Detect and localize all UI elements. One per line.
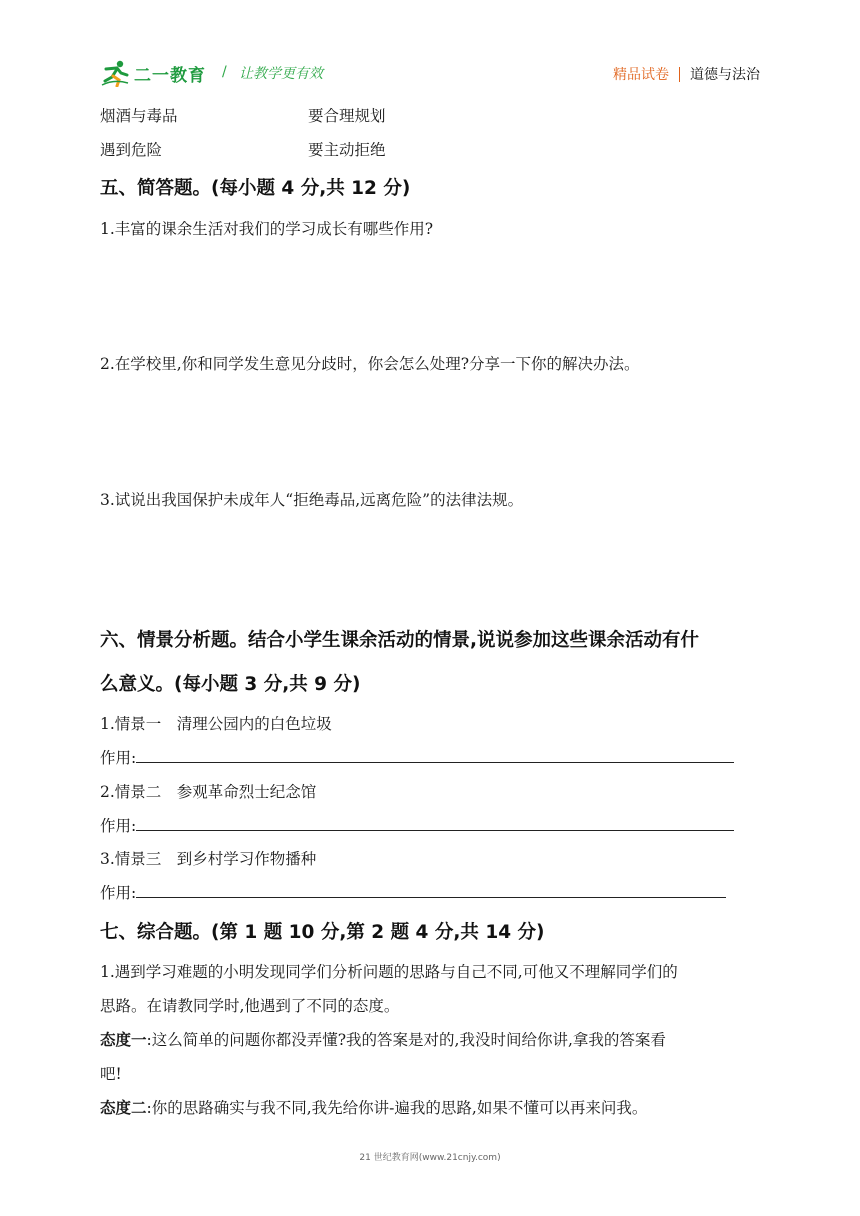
tag-category: 精品试卷 bbox=[613, 67, 669, 83]
scene2-label: 2.情景二 参观革命烈士纪念馆 bbox=[100, 783, 317, 801]
scene3-answer-line[interactable] bbox=[136, 883, 726, 898]
section7-q1-line2: 思路。在请教同学时,他遇到了不同的态度。 bbox=[100, 997, 400, 1015]
attitude2-text: :你的思路确实与我不同,我先给你讲-遍我的思路,如果不懂可以再来问我。 bbox=[146, 1099, 648, 1117]
section5-q2: 2.在学校里,你和同学发生意见分歧时，你会怎么处理?分享一下你的解决办法。 bbox=[100, 355, 640, 373]
match-right-2: 要主动拒绝 bbox=[308, 141, 386, 159]
runner-logo-icon bbox=[100, 59, 130, 87]
section7-q1-line1: 1.遇到学习难题的小明发现同学们分析问题的思路与自己不同,可他又不理解同学们的 bbox=[100, 963, 678, 981]
attitude2-label: 态度二 bbox=[100, 1099, 147, 1117]
section5-q1: 1.丰富的课余生活对我们的学习成长有哪些作用? bbox=[100, 220, 434, 238]
section6-title-line2: 么意义。(每小题 3 分,共 9 分) bbox=[100, 674, 361, 695]
logo bbox=[100, 58, 206, 88]
match-left-2: 遇到危险 bbox=[100, 141, 163, 159]
logo-text: 二一教育 bbox=[134, 65, 206, 86]
scene2-answer-line[interactable] bbox=[136, 816, 734, 831]
attitude1-line2: 吧! bbox=[100, 1065, 122, 1083]
scene3-answer bbox=[100, 882, 726, 904]
section5-title: 五、简答题。(每小题 4 分,共 12 分) bbox=[100, 178, 411, 199]
scene3-label: 3.情景三 到乡村学习作物播种 bbox=[100, 850, 317, 868]
scene2-answer bbox=[100, 815, 734, 837]
scene3-answer-label: 作用: bbox=[100, 884, 137, 902]
attitude1-text: :这么简单的问题你都没弄懂?我的答案是对的,我没时间给你讲,拿我的答案看 bbox=[146, 1031, 666, 1049]
section6-title-line1: 六、情景分析题。结合小学生课余活动的情景,说说参加这些课余活动有什 bbox=[100, 630, 700, 651]
section7-title: 七、综合题。(第 1 题 10 分,第 2 题 4 分,共 14 分) bbox=[100, 922, 545, 943]
slogan: 让教学更有效 bbox=[239, 66, 323, 82]
attitude1-label: 态度一 bbox=[100, 1031, 147, 1049]
scene1-answer-label: 作用: bbox=[100, 749, 137, 767]
tag-divider bbox=[679, 67, 680, 82]
scene1-answer-line[interactable] bbox=[136, 748, 734, 763]
scene1-answer bbox=[100, 747, 734, 769]
attitude2-line1 bbox=[100, 1097, 647, 1119]
match-right-1: 要合理规划 bbox=[308, 107, 386, 125]
page-footer: 21 世纪教育网(www.21cnjy.com) bbox=[359, 1153, 501, 1163]
slogan-separator: / bbox=[222, 64, 227, 80]
scene2-answer-label: 作用: bbox=[100, 817, 137, 835]
scene1-label: 1.情景一 清理公园内的白色垃圾 bbox=[100, 715, 332, 733]
section5-q3: 3.试说出我国保护未成年人“拒绝毒品,远离危险”的法律法规。 bbox=[100, 491, 524, 509]
subject-tag bbox=[613, 64, 760, 84]
match-left-1: 烟酒与毒品 bbox=[100, 107, 178, 125]
tag-subject: 道德与法治 bbox=[690, 67, 760, 83]
page-header bbox=[100, 50, 760, 94]
attitude1-line1 bbox=[100, 1029, 666, 1051]
